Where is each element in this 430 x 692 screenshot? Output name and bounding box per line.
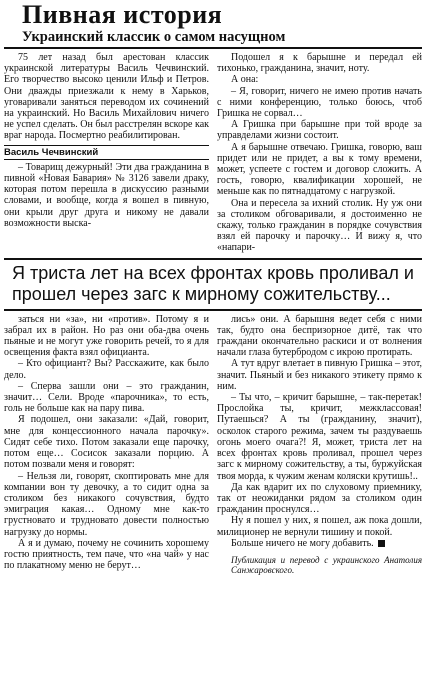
body-paragraph: – Товарищ дежурный! Эти два гражданина в пивной «Новая Бавария» № 3126 завели драку, которая потом перешла в дискуссию разными словами, и вообще, когда я вошел в пивную, они крыли друг друга и никому не давали возможности выска-	[4, 161, 209, 229]
body-paragraph: А тут вдруг влетает в пивную Гришка – этот, значит. Пьяный и без никакого этикету прямо к ним.	[217, 358, 422, 392]
closing-text: Больше ничего не могу добавить.	[231, 537, 374, 549]
left-column-bottom	[4, 314, 209, 575]
body-paragraph: – Я, говорит, ничего не имею против начать с ними конференцию, только боюсь, чтоб Гришка не сорвал…	[217, 85, 422, 120]
body-paragraph: Да как вдарит их по слуховому приемнику, так от неожиданки рядом за столиком один гражданин проснулся…	[217, 481, 422, 516]
intro-paragraph: 75 лет назад был арестован классик украинской литературы Василь Чечвинский. Его творчество высоко ценили Ильф и Петров. Они дважды приезжали к нему в Харьков, уговаривали заняться переводом их сочинений на украинский. Но Василь Михайлович ничего не успел сделать. Он был расстрелян вскоре как враг народа. Посмертно реабилитирован.	[4, 52, 209, 142]
pull-quote-band	[4, 258, 422, 311]
body-paragraph: – Нельзя ли, говорят, скоптировать мне для компании вон ту девочку, а то сидит одна за столиком без никакого сочувствия, будто эмиграция какая… Одному мне как-то грустновато и трудновато довести полностью нагрузку до нормы.	[4, 470, 209, 538]
left-column-top	[4, 52, 209, 254]
right-column-bottom	[217, 314, 422, 575]
body-paragraph: заться ни «за», ни «против». Потому я и забрал их в район. Но раз они оба-два очень пьяные и не могут уже говорить речей, то я для освещения факта взял официанта.	[4, 313, 209, 359]
pull-quote: Я триста лет на всех фронтах кровь проливал и прошел через загс к мирному сожительству...	[12, 262, 414, 304]
translation-credit: Публикация и перевод с украинского Анатолия Санжаровского.	[231, 554, 422, 575]
right-column-top	[217, 52, 422, 254]
subheadline: Украинский классик о самом насущном	[4, 29, 422, 49]
body-paragraph: Ну я пошел у них, я пошел, аж пока дошли, милиционер не вернули тишину и покой.	[217, 515, 422, 538]
body-paragraph: лись» они. А барышня ведет себя с ними так, будто она беспризорное дитё, так что граждани окончательно раскиси и от волнения начали глаза бутербродом с икрою протирать.	[217, 313, 422, 359]
article	[4, 2, 422, 575]
body-paragraph: А я барышне отвечаю. Гришка, говорю, ваш придет или не придет, а вы к тому времени, может, успеете с гостем и договор сложить. А гость, говорю, квалификации хорошей, не меньше как по пятнадцатому с нагрузкой.	[217, 141, 422, 198]
body-paragraph: – Ты что, – кричит барышне, – так-перетак! Прослойка ты, кричит, межклассовая! Путаешься? А ты (гражданину, значит), осколок старого режима, зачем ты раздуваешь огонь моего очага?! Я, может, триста лет на всех фронтах кровь проливал, прошел через загс к мирному сожительству, а ты, буржуйская твоя морда, к чужим женам коляски крутишь!..	[217, 392, 422, 482]
body-paragraph: А Гришка при барышне при той вроде за управделами жизни состоит.	[217, 119, 422, 142]
body-paragraph: Я подошел, они заказали: «Дай, говорит, мне для концессионного начала парочку». Сидят себе тихо. Потом заказали еще парочку, потом еще… Сосисок заказали порцию. А потом позвали меня и говорят:	[4, 414, 209, 471]
body-paragraph: Подошел я к барышне и передал ей тихонько, гражданина, значит, ноту.	[217, 52, 422, 75]
body-paragraph: А она:	[231, 74, 259, 86]
body-paragraph: А я и думаю, почему не сочинить хорошему гостю приятность, тем паче, что «на чай» у нас по плакатному меню не берут…	[4, 537, 209, 572]
body-paragraph: – Кто официант? Вы? Расскажите, как было дело.	[4, 358, 209, 381]
body-paragraph: Она и пересела за ихний столик. Ну уж они за столиком обговаривали, я достоименно не скажу, только гражданин в порядке сочувствия взял ей парочку и парочку… И вижу я, что «напари-	[217, 197, 422, 254]
end-mark-icon	[378, 540, 385, 547]
closing-paragraph	[217, 538, 422, 549]
author-byline: Василь Чечвинский	[4, 145, 209, 160]
body-paragraph: – Сперва зашли они – это гражданин, значит… Сели. Вроде «парочника», то есть, голь не больше как на пару пива.	[4, 380, 209, 415]
top-columns	[4, 52, 422, 254]
bottom-columns	[4, 314, 422, 575]
headline: Пивная история	[22, 0, 223, 29]
